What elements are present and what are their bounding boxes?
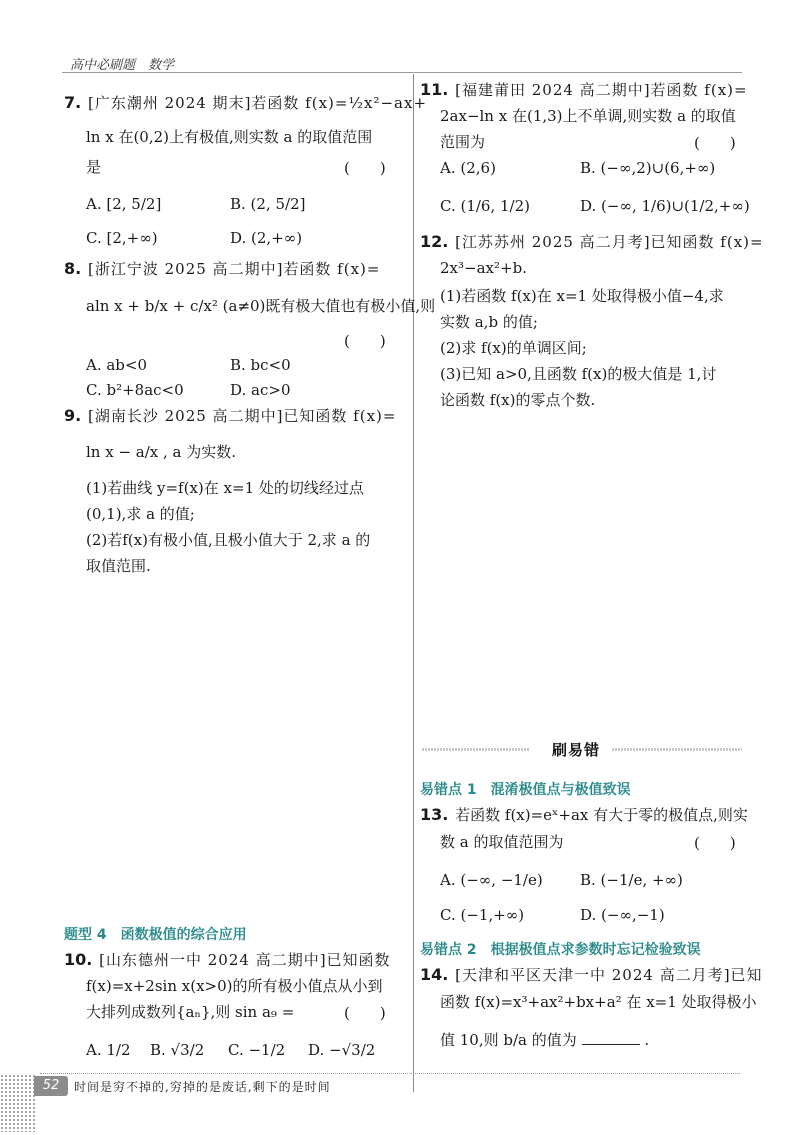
section-heading: 题型 4 函数极值的综合应用 <box>64 927 247 943</box>
question-stem: [天津和平区天津一中 2024 高二月考]已知 <box>455 966 763 984</box>
option-a: A. (2,6) <box>440 159 496 177</box>
option-d: D. ac>0 <box>230 381 291 399</box>
question-stem-line: ln x − a/x , a 为实数. <box>86 443 237 461</box>
question-stem-line: 取值范围. <box>86 557 151 575</box>
answer-blank <box>582 1030 640 1045</box>
banner-rule-left <box>422 748 530 751</box>
banner-title: 刷易错 <box>552 741 601 759</box>
option-c: C. b²+8ac<0 <box>86 381 184 399</box>
question-stem-line: 范围为 <box>440 133 486 151</box>
question-stem-line: (2)求 f(x)的单调区间; <box>440 339 587 357</box>
option-b: B. (−∞,2)∪(6,+∞) <box>580 159 716 177</box>
question-stem: [浙江宁波 2025 高二期中]若函数 f(x)= <box>88 260 381 278</box>
option-b: B. (2, 5/2] <box>230 195 306 213</box>
question-stem: 若函数 f(x)=eˣ+ax 有大于零的极值点,则实 <box>455 806 748 824</box>
option-d: D. (−∞, 1/6)∪(1/2,+∞) <box>580 197 750 215</box>
question-stem: [广东潮州 2024 期末]若函数 f(x)=½x²−ax+ <box>88 94 428 112</box>
question-stem-line: 是 <box>86 158 102 176</box>
option-c: C. [2,+∞) <box>86 229 158 247</box>
option-a: A. ab<0 <box>86 356 148 374</box>
question-number: 13. <box>420 805 449 824</box>
question-stem-line: 2ax−ln x 在(1,3)上不单调,则实数 a 的取值 <box>440 107 736 125</box>
question-stem-line: 大排列成数列{aₙ},则 sin a₉ = <box>86 1003 295 1021</box>
answer-parentheses: ( ) <box>344 1004 386 1022</box>
question-stem-line: 论函数 f(x)的零点个数. <box>440 391 596 409</box>
question-stem-line: f(x)=x+2sin x(x>0)的所有极小值点从小到 <box>86 977 383 995</box>
question-stem-line: 数 a 的取值范围为 <box>440 833 564 851</box>
error-point-heading: 易错点 2 根据极值点求参数时忘记检验致误 <box>420 942 701 958</box>
question-number: 10. <box>64 950 93 969</box>
column-divider <box>413 74 414 1092</box>
footer-motto: 时间是穷不掉的,穷掉的是废话,剩下的是时间 <box>74 1080 331 1094</box>
question-stem-line: (2)若f(x)有极小值,且极小值大于 2,求 a 的 <box>86 531 371 549</box>
question-stem: [福建莆田 2024 高二期中]若函数 f(x)= <box>455 81 748 99</box>
answer-parentheses: ( ) <box>694 834 736 852</box>
question-stem-line: (0,1),求 a 的值; <box>86 505 195 523</box>
option-b: B. √3/2 <box>150 1041 205 1059</box>
banner-rule-right <box>612 748 742 751</box>
question-stem-end: . <box>644 1031 650 1049</box>
question-stem: [江苏苏州 2025 高二月考]已知函数 f(x)= <box>455 233 764 251</box>
question-stem-line: 值 10,则 b/a 的值为 <box>440 1031 577 1049</box>
question-stem-line: ln x 在(0,2)上有极值,则实数 a 的取值范围 <box>86 128 373 146</box>
running-header: 高中必刷题 数学 <box>70 58 175 73</box>
option-a: A. (−∞, −1/e) <box>440 871 543 889</box>
question-number: 14. <box>420 965 449 984</box>
answer-parentheses: ( ) <box>344 159 386 177</box>
option-d: D. (2,+∞) <box>230 229 303 247</box>
option-c: C. (−1,+∞) <box>440 906 525 924</box>
question-number: 8. <box>64 259 82 278</box>
header-rule <box>62 72 742 73</box>
question-number: 12. <box>420 232 449 251</box>
footer-dot-pattern <box>0 1074 36 1132</box>
option-b: B. (−1/e, +∞) <box>580 871 683 889</box>
answer-parentheses: ( ) <box>344 332 386 350</box>
error-point-heading: 易错点 1 混淆极值点与极值致误 <box>420 782 631 798</box>
answer-parentheses: ( ) <box>694 134 736 152</box>
question-number: 7. <box>64 93 82 112</box>
footer-rule <box>40 1073 740 1074</box>
question-stem-line: (1)若曲线 y=f(x)在 x=1 处的切线经过点 <box>86 479 364 497</box>
option-d: D. −√3/2 <box>308 1041 376 1059</box>
page-number: 52 <box>34 1076 68 1096</box>
question-stem-line: (1)若函数 f(x)在 x=1 处取得极小值−4,求 <box>440 287 724 305</box>
option-b: B. bc<0 <box>230 356 291 374</box>
question-stem-line: 函数 f(x)=x³+ax²+bx+a² 在 x=1 处取得极小 <box>440 993 757 1011</box>
question-number: 11. <box>420 80 449 99</box>
question-stem-line: 2x³−ax²+b. <box>440 259 527 277</box>
question-stem: [湖南长沙 2025 高二期中]已知函数 f(x)= <box>88 407 397 425</box>
option-a: A. [2, 5/2] <box>86 195 162 213</box>
question-stem-line: (3)已知 a>0,且函数 f(x)的极大值是 1,讨 <box>440 365 717 383</box>
option-c: C. (1/6, 1/2) <box>440 197 530 215</box>
section-banner <box>422 739 742 759</box>
option-c: C. −1/2 <box>228 1041 286 1059</box>
question-stem-line: 实数 a,b 的值; <box>440 313 538 331</box>
question-number: 9. <box>64 406 82 425</box>
question-stem: [山东德州一中 2024 高二期中]已知函数 <box>99 951 391 969</box>
option-a: A. 1/2 <box>86 1041 131 1059</box>
option-d: D. (−∞,−1) <box>580 906 665 924</box>
question-stem-line: aln x + b/x + c/x² (a≠0)既有极大值也有极小值,则 <box>86 297 436 315</box>
